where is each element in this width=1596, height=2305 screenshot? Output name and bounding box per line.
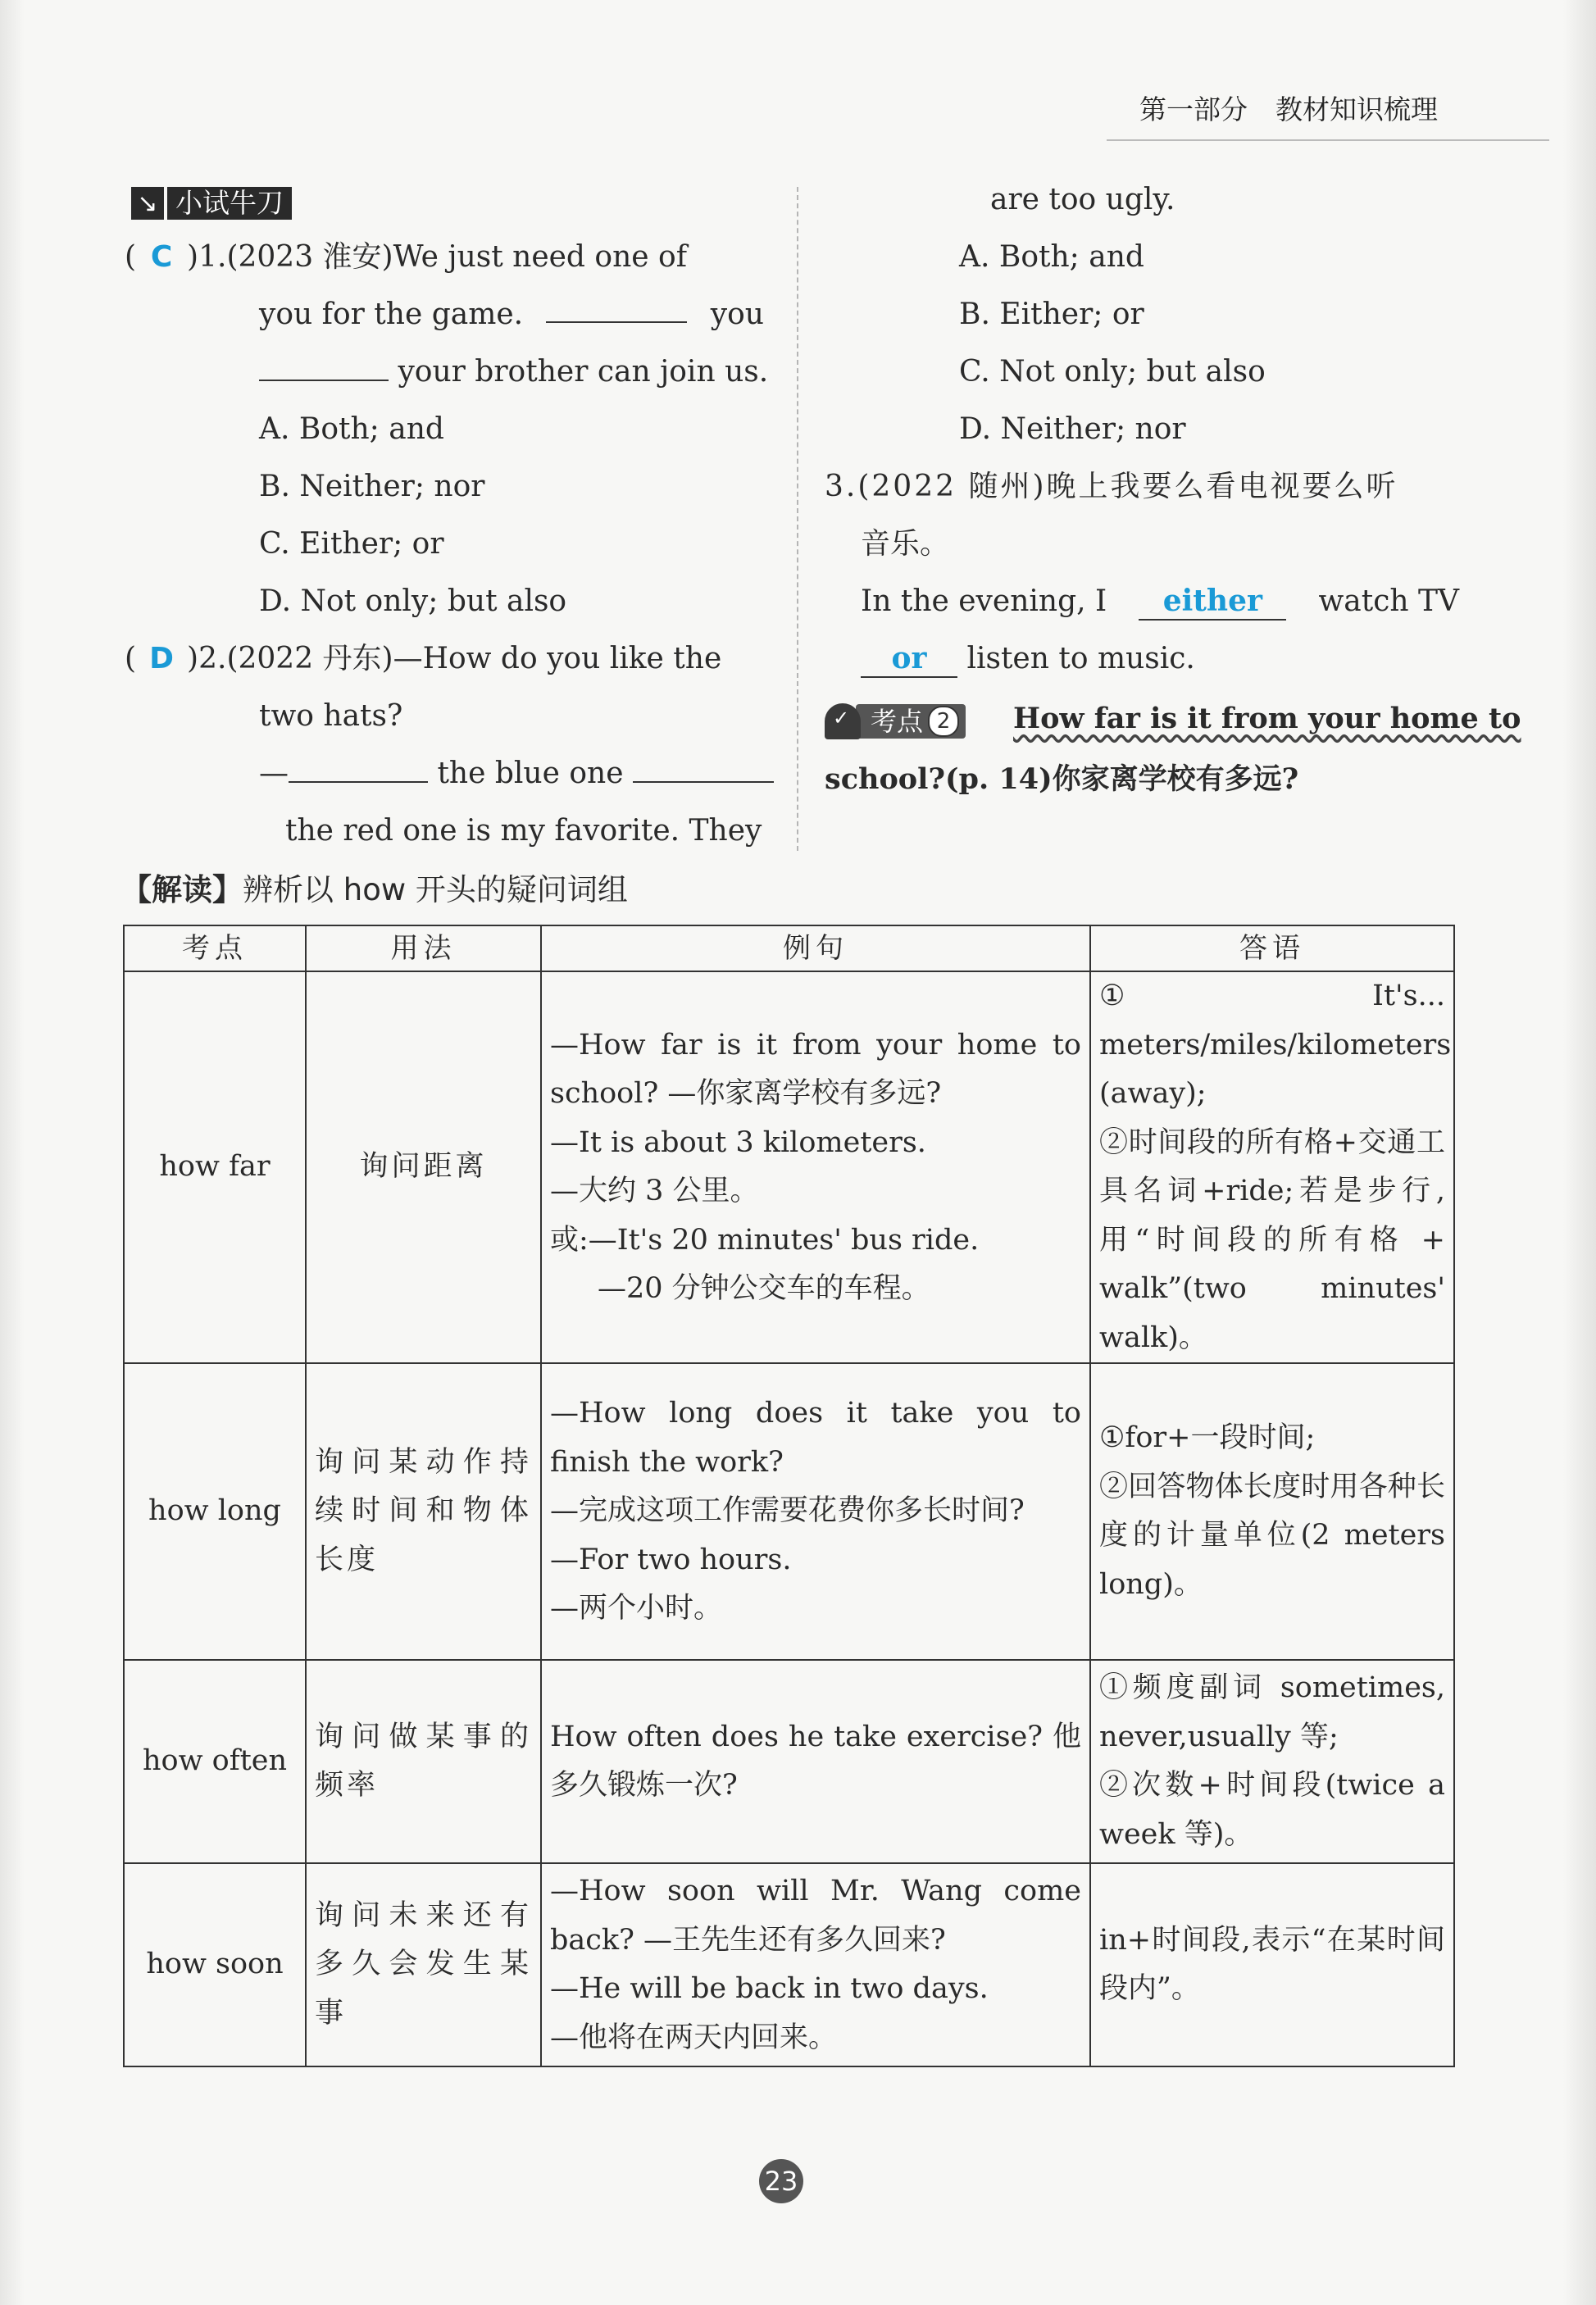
row-how-soon-answers	[1090, 1863, 1454, 2066]
q1-option-d: D. Not only; but also	[259, 584, 567, 618]
q2-answer: D	[149, 642, 174, 675]
q2-blank1	[289, 757, 428, 783]
page-number: 23	[759, 2159, 803, 2203]
example-line: —How long does it take you to finish the work?	[550, 1397, 1081, 1479]
example-line: —He will be back in two days.	[550, 1972, 989, 2005]
jiedu-heading	[121, 865, 628, 909]
point-label: 考点	[871, 706, 924, 737]
q3-line3	[861, 584, 1459, 621]
section-tag	[131, 184, 292, 222]
q1-stem-line3: your brother can join us.	[398, 355, 769, 389]
row-how-soon-usage: 询问未来还有多久会发生某事	[306, 1863, 541, 2066]
q1-option-c: C. Either; or	[259, 527, 444, 561]
q1-line1: ( C )1.(2023 淮安)We just need one of	[125, 240, 688, 274]
table-row	[124, 1863, 1454, 2066]
table-header-usage: 用法	[306, 925, 541, 971]
table-row	[124, 1363, 1454, 1660]
q3-line3a: In the evening, I	[861, 584, 1107, 618]
q2-stem-line3a: —	[259, 757, 289, 790]
table-header-example: 例句	[541, 925, 1090, 971]
q2-stem-line1: )2.(2022 丹东)—How do you like the	[187, 642, 722, 675]
how-phrases-table	[123, 925, 1455, 2067]
example-line: —他将在两天内回来。	[550, 2021, 838, 2054]
q2-blank2	[633, 757, 774, 783]
answer-line: ①for+一段时间;	[1099, 1421, 1316, 1454]
table-row	[124, 1660, 1454, 1863]
row-how-long-usage: 询问某动作持续时间和物体长度	[306, 1363, 541, 1660]
header-rule	[1107, 139, 1549, 141]
q3-line2: 音乐。	[861, 527, 950, 561]
q1-line3	[259, 354, 768, 389]
row-how-long-point: how long	[124, 1363, 306, 1660]
jiedu-bracket: 【解读】	[121, 872, 243, 907]
example-line: —How soon will Mr. Wang come back? —王先生还有多久回来?	[550, 1875, 1081, 1957]
page-shadow-left	[0, 0, 25, 2305]
q1-stem-line2a: you for the game.	[259, 298, 524, 331]
row-how-often-examples	[541, 1660, 1090, 1863]
q3-line4	[861, 641, 1195, 678]
column-divider	[797, 187, 798, 851]
q2-stem-line5: are too ugly.	[990, 183, 1175, 216]
example-line: How often does he take exercise? 他多久锻炼一次?	[550, 1720, 1081, 1802]
q1-stem-line1: )1.(2023 淮安)We just need one of	[187, 240, 688, 274]
row-how-far-answers	[1090, 971, 1454, 1363]
q3-answer1: either	[1139, 584, 1286, 621]
q1-stem-line2b: you	[710, 298, 764, 331]
q1-option-b: B. Neither; nor	[259, 470, 485, 503]
q3-line4b: listen to music.	[966, 642, 1195, 675]
q3-line1: 3.(2022 随州)晚上我要么看电视要么听	[825, 470, 1398, 503]
table-header-row	[124, 925, 1454, 971]
q1-line2	[259, 297, 764, 332]
page-header	[1139, 89, 1438, 127]
answer-line: ②回答物体长度时用各种长度的计量单位(2 meters long)。	[1099, 1470, 1445, 1601]
answer-line: ①It's... meters/miles/kilometers (away);	[1099, 980, 1452, 1110]
example-line: —两个小时。	[550, 1592, 723, 1625]
q2-stem-line4: the red one is my favorite. They	[285, 814, 762, 848]
example-line: —It is about 3 kilometers.	[550, 1125, 926, 1159]
answer-line: in+时间段,表示“在某时间段内”。	[1099, 1923, 1445, 2005]
table-header-answer: 答语	[1090, 925, 1454, 971]
row-how-far-examples	[541, 971, 1090, 1363]
q2-option-a: A. Both; and	[959, 240, 1144, 274]
example-line: —完成这项工作需要花费你多长时间?	[550, 1494, 1025, 1528]
example-line: 或:—It's 20 minutes' bus ride.	[550, 1223, 980, 1257]
page-shadow-right	[1563, 0, 1596, 2305]
q1-option-a: A. Both; and	[259, 412, 444, 446]
row-how-far-usage: 询问距离	[306, 971, 541, 1363]
header-part: 第一部分	[1139, 93, 1248, 125]
q2-line1: ( D )2.(2022 丹东)—How do you like the	[125, 642, 722, 675]
point-title: How far is it from your home to	[1013, 702, 1521, 735]
q1-blank2	[259, 355, 389, 381]
example-line: —For two hours.	[550, 1543, 792, 1576]
answer-line: ②时间段的所有格+交通工具名词+ride;若是步行,用“时间段的所有格 + walk”(two minutes' walk)。	[1099, 1125, 1445, 1354]
row-how-often-point: how often	[124, 1660, 306, 1863]
q2-stem-line3b: the blue one	[437, 757, 624, 790]
q1-blank1	[546, 297, 687, 323]
q3-line3b: watch TV	[1318, 584, 1459, 618]
q1-answer: C	[150, 240, 173, 274]
q2-line3	[259, 756, 774, 791]
point-title-line2: school?(p. 14)你家离学校有多远?	[825, 762, 1299, 796]
row-how-soon-examples	[541, 1863, 1090, 2066]
answer-line: ①频度副词 sometimes, never,usually 等;	[1099, 1671, 1445, 1753]
student-icon	[825, 703, 861, 739]
q2-option-d: D. Neither; nor	[959, 412, 1186, 446]
row-how-long-examples	[541, 1363, 1090, 1660]
row-how-often-usage: 询问做某事的频率	[306, 1660, 541, 1863]
row-how-soon-point: how soon	[124, 1863, 306, 2066]
example-line: —How far is it from your home to school? —你家离学校有多远?	[550, 1028, 1081, 1110]
section-tag-label: 小试牛刀	[167, 187, 292, 220]
table-row	[124, 971, 1454, 1363]
example-line: —大约 3 公里。	[550, 1175, 759, 1207]
point-tag	[825, 701, 966, 742]
point-pill	[856, 704, 966, 739]
q2-option-c: C. Not only; but also	[959, 355, 1266, 389]
q3-answer2: or	[861, 641, 957, 678]
row-how-long-answers	[1090, 1363, 1454, 1660]
example-line: —20 分钟公交车的车程。	[598, 1272, 930, 1305]
answer-line: ②次数+时间段(twice a week 等)。	[1099, 1769, 1445, 1851]
jiedu-text: 辨析以 how 开头的疑问词组	[243, 872, 628, 907]
row-how-far-point: how far	[124, 971, 306, 1363]
q2-option-b: B. Either; or	[959, 298, 1144, 331]
header-title: 教材知识梳理	[1275, 93, 1438, 125]
point-number: 2	[928, 706, 959, 737]
table-header-point: 考点	[124, 925, 306, 971]
q2-stem-line2: two hats?	[259, 699, 403, 733]
row-how-often-answers	[1090, 1660, 1454, 1863]
arrow-down-right-icon: ↘	[131, 187, 164, 220]
